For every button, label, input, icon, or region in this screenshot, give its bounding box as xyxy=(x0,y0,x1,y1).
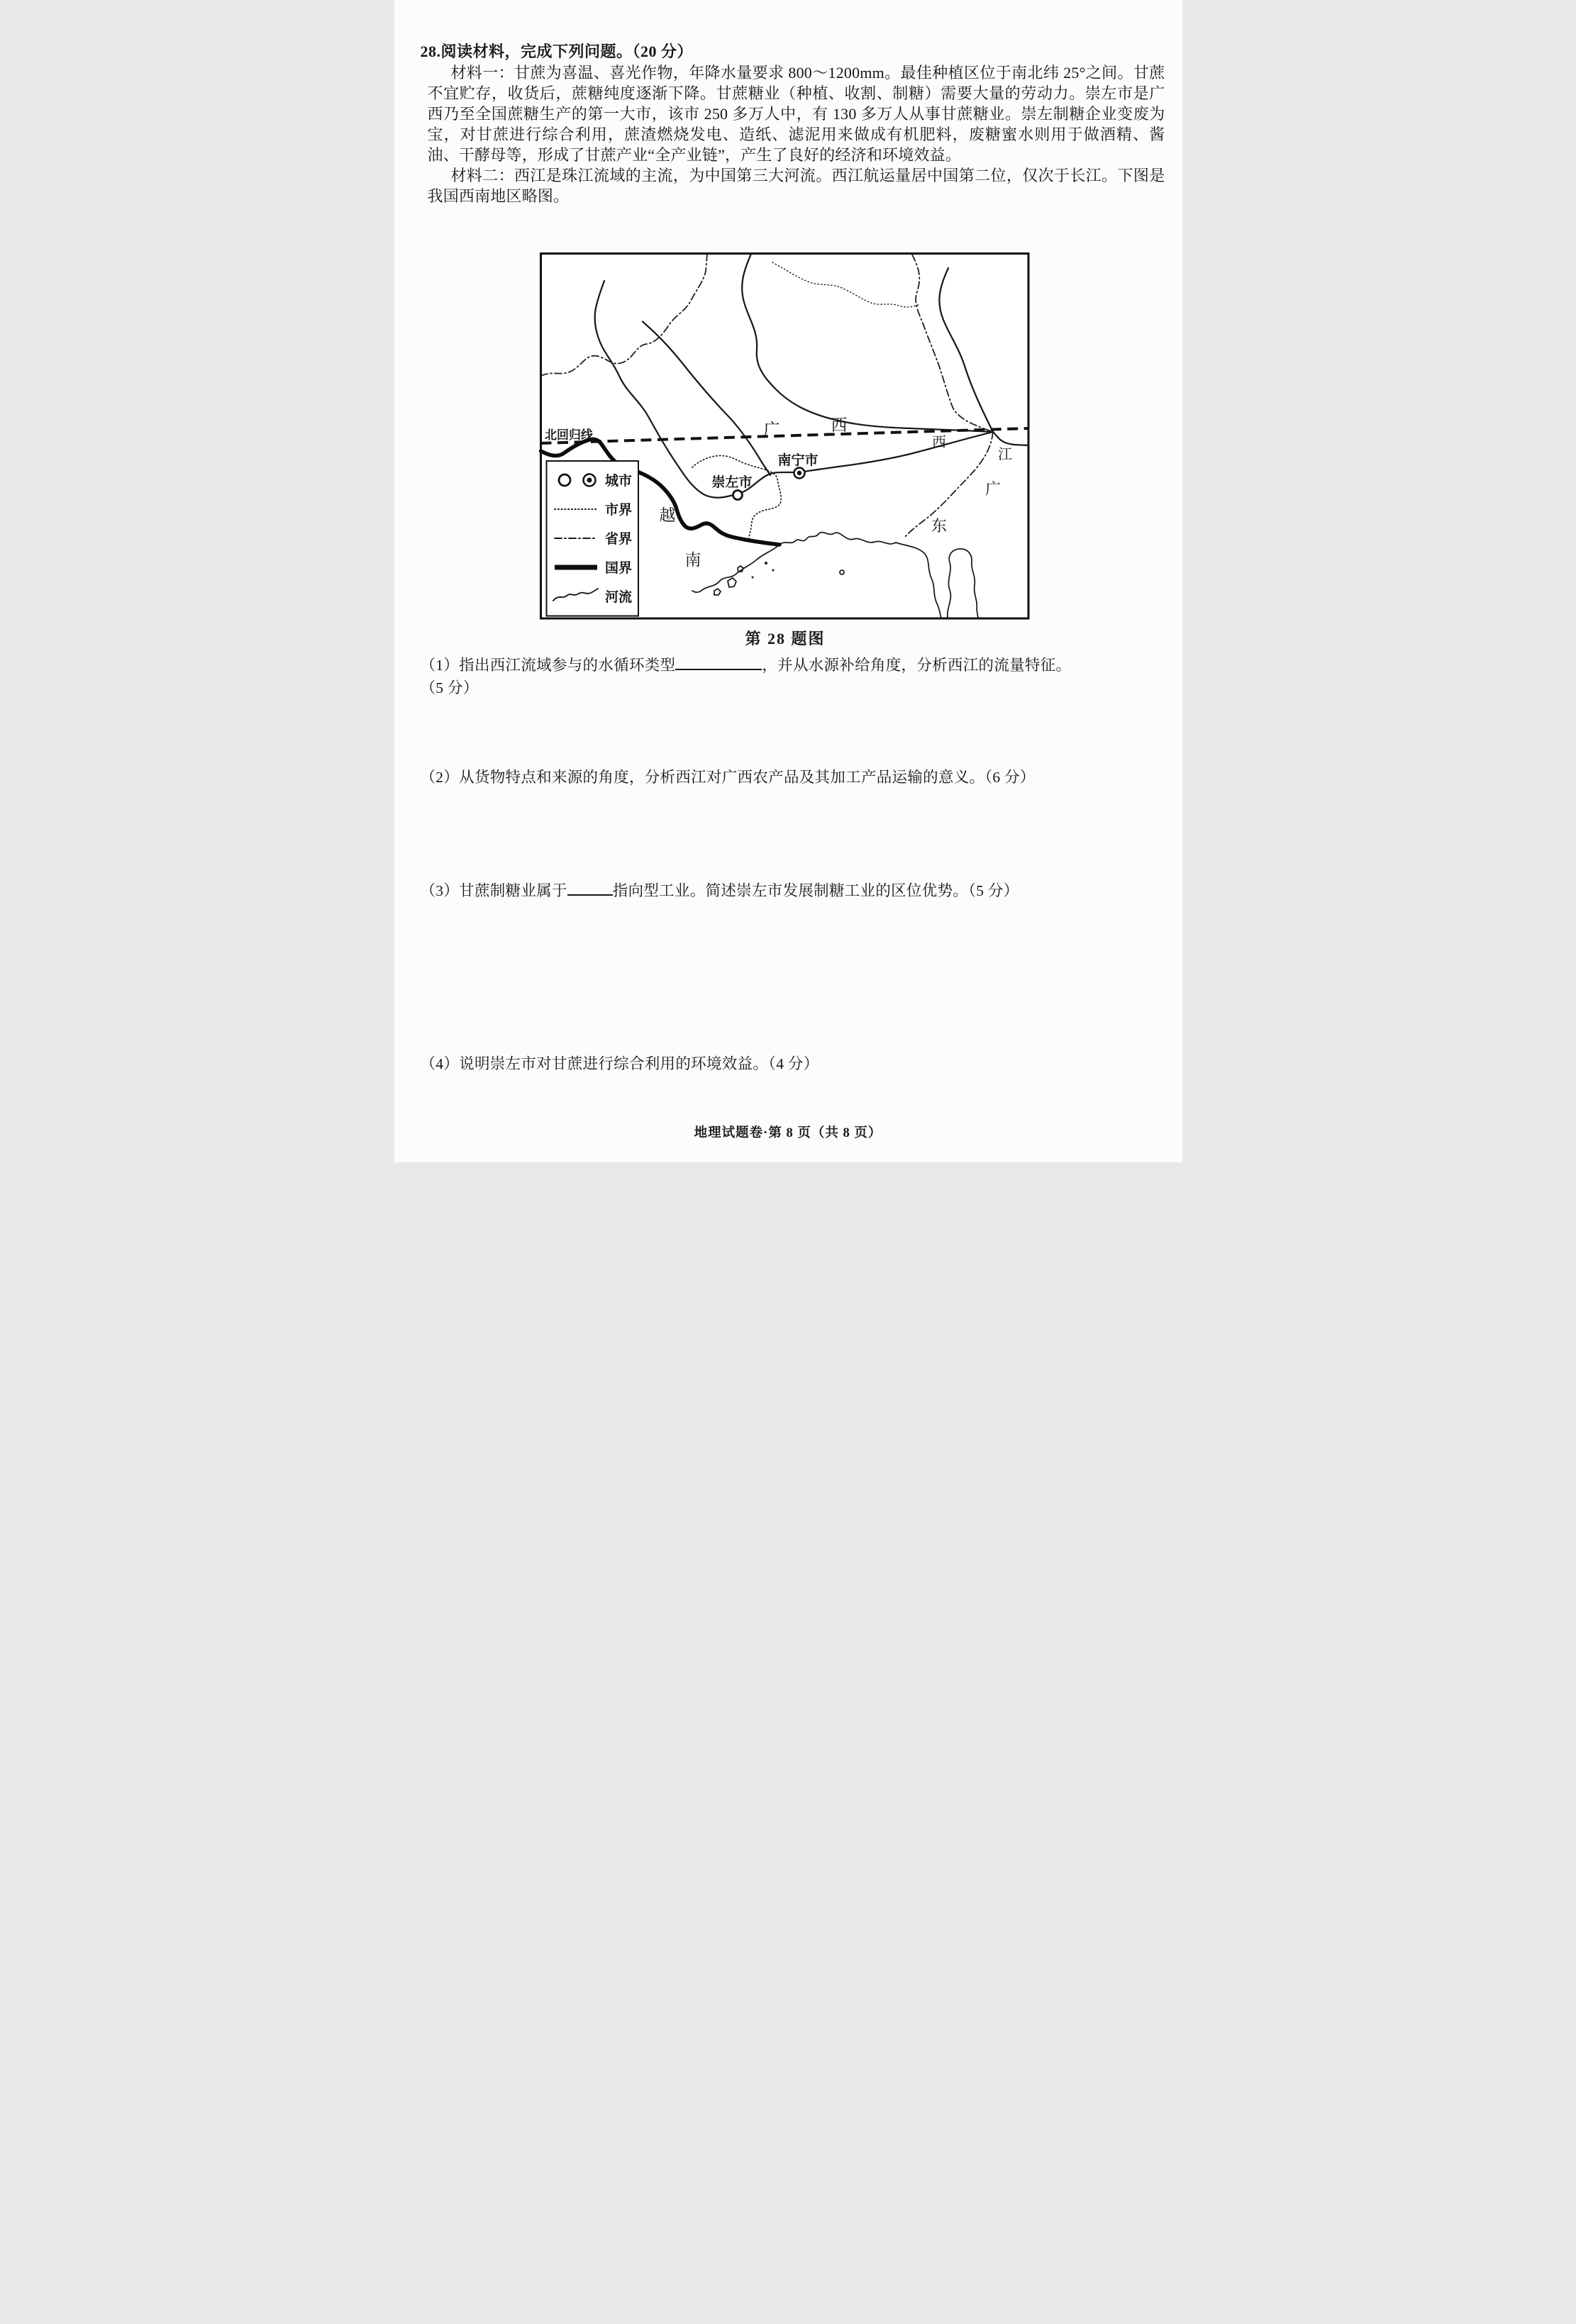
question-1 xyxy=(421,654,1162,699)
nanning-city-label: 南宁市 xyxy=(777,453,818,468)
materials-block xyxy=(428,62,1165,206)
legend-province-boundary-label: 省界 xyxy=(604,532,632,547)
question-4 xyxy=(421,1052,1162,1075)
guangdong-label-char2: 东 xyxy=(931,517,947,535)
xijiang-label-char2: 江 xyxy=(997,447,1012,462)
question-3 xyxy=(421,879,1162,902)
exam-page xyxy=(394,0,1182,1162)
answer-blank-q1 xyxy=(675,655,762,670)
question-2-text: （2）从货物特点和来源的角度，分析西江对广西农产品及其加工产品运输的意义。（6 分） xyxy=(420,769,1036,786)
guangdong-label-char1: 广 xyxy=(984,480,1001,498)
legend-national-boundary-label: 国界 xyxy=(604,561,632,576)
vietnam-label-char2: 南 xyxy=(684,551,701,569)
page-footer: 地理试题卷·第 8 页（共 8 页） xyxy=(694,1126,882,1140)
question-4-text: （4）说明崇左市对甘蔗进行综合利用的环境效益。（4 分） xyxy=(420,1055,819,1072)
legend xyxy=(546,461,638,616)
question-3-text-pre: （3）甘蔗制糖业属于 xyxy=(420,882,567,899)
legend-city-boundary-label: 市界 xyxy=(604,503,632,518)
region-map-svg xyxy=(539,251,1032,622)
question-1-text-pre: （1）指出西江流域参与的水循环类型 xyxy=(420,657,676,674)
material-1-paragraph: 材料一：甘蔗为喜温、喜光作物，年降水量要求 800～1200mm。最佳种植区位于南北纬 25°之间。甘蔗不宜贮存，收货后，蔗糖纯度逐渐下降。甘蔗糖业（种植、收割、制糖）需要大量的劳动力。崇左市是广西乃至全国蔗糖生产的第一大市，该市 250 多万人中，有 130 多万人从事甘蔗糖业。崇左制糖企业变废为宝，对甘蔗进行综合利用，蔗渣燃烧发电、造纸、滤泥用来做成有机肥料，废糖蜜水则用于做酒精、酱油、干酵母等，形成了甘蔗产业“全产业链”，产生了良好的经济和环境效益。 xyxy=(427,64,1165,164)
islet-dot-1 xyxy=(765,562,767,565)
chongzuo-city-label: 崇左市 xyxy=(711,475,753,490)
legend-river-label: 河流 xyxy=(604,590,632,605)
tropic-of-cancer-label: 北回归线 xyxy=(544,428,593,442)
vietnam-label-char1: 越 xyxy=(659,506,675,524)
nanning-city-marker-dot xyxy=(797,471,801,476)
question-28-title: 28.阅读材料，完成下列问题。（20 分） xyxy=(420,43,694,60)
question-3-text-post: 指向型工业。简述崇左市发展制糖工业的区位优势。（5 分） xyxy=(612,882,1019,899)
islet-dot-2 xyxy=(772,569,774,572)
map-figure xyxy=(539,251,1032,622)
guangxi-label-char2: 西 xyxy=(831,416,847,434)
question-2 xyxy=(421,766,1162,789)
xijiang-label-char1: 西 xyxy=(931,435,946,450)
guangxi-label-char1: 广 xyxy=(763,421,779,438)
material-2-paragraph: 材料二：西江是珠江流域的主流，为中国第三大河流。西江航运量居中国第二位，仅次于长江。下图是我国西南地区略图。 xyxy=(427,167,1165,205)
question-1-score: （5 分） xyxy=(420,679,479,696)
question-1-text-post: ，并从水源补给角度，分析西江的流量特征。 xyxy=(762,657,1072,674)
chongzuo-city-marker xyxy=(733,491,742,500)
legend-city-open-circle-icon xyxy=(559,474,570,486)
legend-city-label: 城市 xyxy=(604,474,632,489)
legend-city-double-circle-dot xyxy=(587,478,592,483)
islet-dot-3 xyxy=(751,577,753,579)
figure-caption: 第 28 题图 xyxy=(745,630,826,647)
answer-blank-q3 xyxy=(567,880,613,896)
